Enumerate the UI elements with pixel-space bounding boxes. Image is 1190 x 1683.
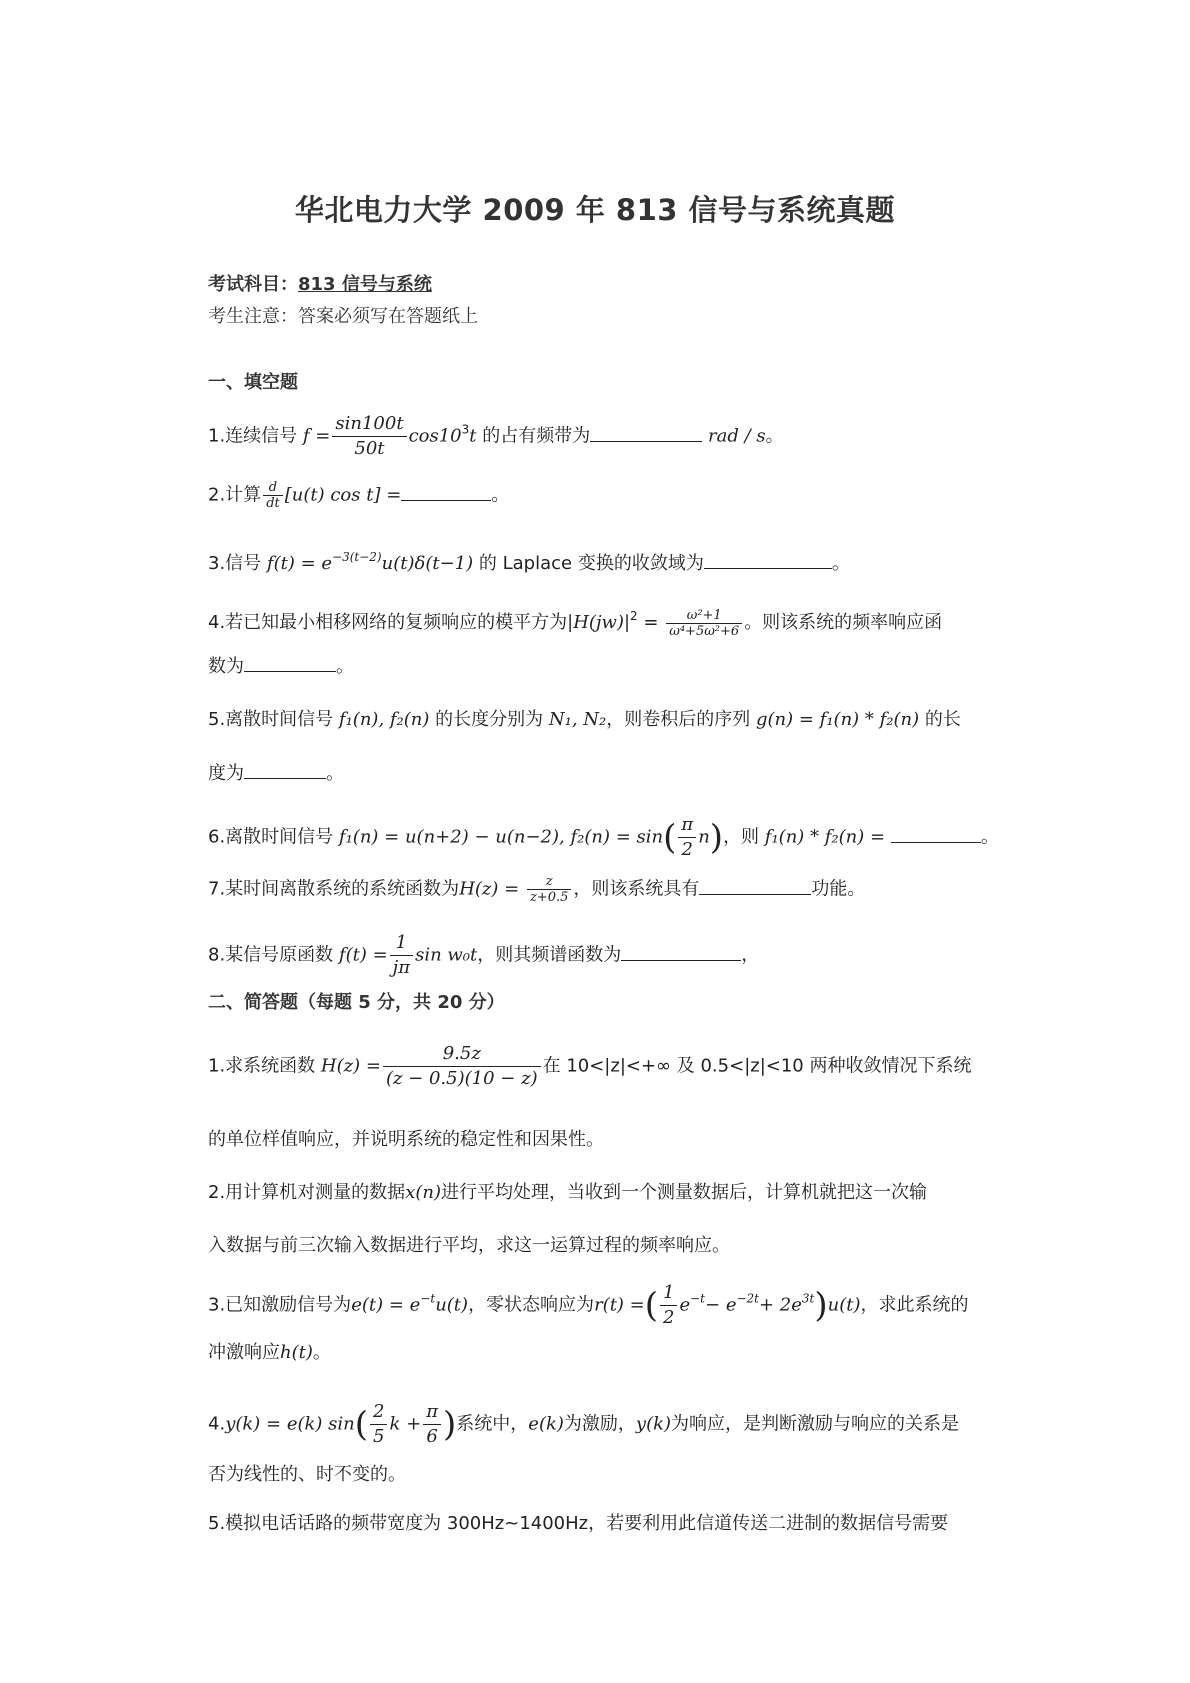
question-7: 7.某时间离散系统的系统函数为H(z) = $\frac{z}{z+0.5}$ ，则该系统具有 功能。	[208, 874, 866, 905]
answer-blank	[244, 653, 336, 672]
exam-notice: 考生注意：答案必须写在答题纸上	[208, 306, 478, 327]
short-question-3: 3.已知激励信号为$e(t) = e^{-t}u(t)$，零状态响应为r(t) =( $\frac{1}{2}$ $e^{-t}- e^{-2t}+ 2e^{3t})u(t)$，求此系统的	[208, 1282, 969, 1328]
answer-blank	[590, 423, 702, 442]
question-4: 4.若已知最小相移网络的复频响应的模平方为$|H(jw)|^2$ = $\frac{\text{ω²+1}}{\text{ω⁴+5ω²+6}}$ 。则该系统的频率响应函	[208, 607, 943, 639]
short-question-4-cont: 否为线性的、时不变的。	[208, 1464, 406, 1485]
question-4-cont: 数为 。	[208, 652, 1008, 682]
short-question-2: 2.用计算机对测量的数据x(n)进行平均处理，当收到一个测量数据后，计算机就把这一次输	[208, 1182, 927, 1203]
answer-blank	[244, 760, 326, 779]
answer-blank	[401, 482, 491, 501]
section-fill-blank: 一、填空题	[208, 372, 298, 393]
question-2: 2.计算 $\frac{d}{dt}$ [u(t) cos t] = 。	[208, 480, 510, 511]
question-8: 8.某信号原函数 f(t) = $\frac{1}{j\pi}$ sin w₀t，则其频谱函数为 ，	[208, 932, 760, 978]
short-question-2-cont: 入数据与前三次输入数据进行平均，求这一运算过程的频率响应。	[208, 1235, 730, 1256]
page-title: 华北电力大学 2009 年 813 信号与系统真题	[294, 193, 896, 227]
short-question-5: 5.模拟电话话路的频带宽度为 300Hz~1400Hz，若要利用此信道传送二进制的数据信号需要	[208, 1513, 949, 1534]
exam-subject	[208, 270, 432, 296]
answer-blank	[704, 550, 832, 569]
question-6: 6.离散时间信号 f₁(n) = u(n+2) − u(n−2), f₂(n) = sin( $\frac{\pi}{2}$ n)，则 f₁(n) * f₂(n) = 。	[208, 814, 999, 860]
question-3: 3.信号 $f(t) = e^{-3(t-2)}u(t)\delta(t-1)$ 的 Laplace 变换的收敛域为 。	[208, 550, 850, 574]
question-5-cont: 度为 。	[208, 759, 1008, 789]
short-question-4: 4.y(k) = e(k) sin( $\frac{2}{5}$ k + $\frac{\pi}{6}$ )系统中，e(k)为激励，y(k)为响应，是判断激励与响应的关系是	[208, 1401, 960, 1447]
subject-label: 考试科目：	[208, 274, 298, 295]
section-short-answer: 二、简答题（每题 5 分，共 20 分）	[208, 992, 505, 1013]
short-question-1-cont: 的单位样值响应，并说明系统的稳定性和因果性。	[208, 1129, 604, 1150]
question-5: 5.离散时间信号 f₁(n), f₂(n) 的长度分别为 N₁, N₂，则卷积后的序列 g(n) = f₁(n) * f₂(n) 的长	[208, 709, 961, 730]
short-question-1: 1.求系统函数 H(z) = $\frac{9.5z}{(z - 0.5)(10 - z)}$ 在 10<|z|<+∞ 及 0.5<|z|<10 两种收敛情况下系统	[208, 1043, 972, 1089]
answer-blank	[699, 876, 811, 895]
answer-blank	[891, 824, 981, 843]
question-1: 1.连续信号 f = $\frac{\sin 100t}{50t}$ $\cos 10^3t$ 的占有频带为 rad / s。	[208, 413, 784, 459]
answer-blank	[621, 942, 741, 961]
subject-value: 813 信号与系统	[298, 274, 432, 295]
short-question-3-cont: 冲激响应h(t)。	[208, 1342, 331, 1363]
